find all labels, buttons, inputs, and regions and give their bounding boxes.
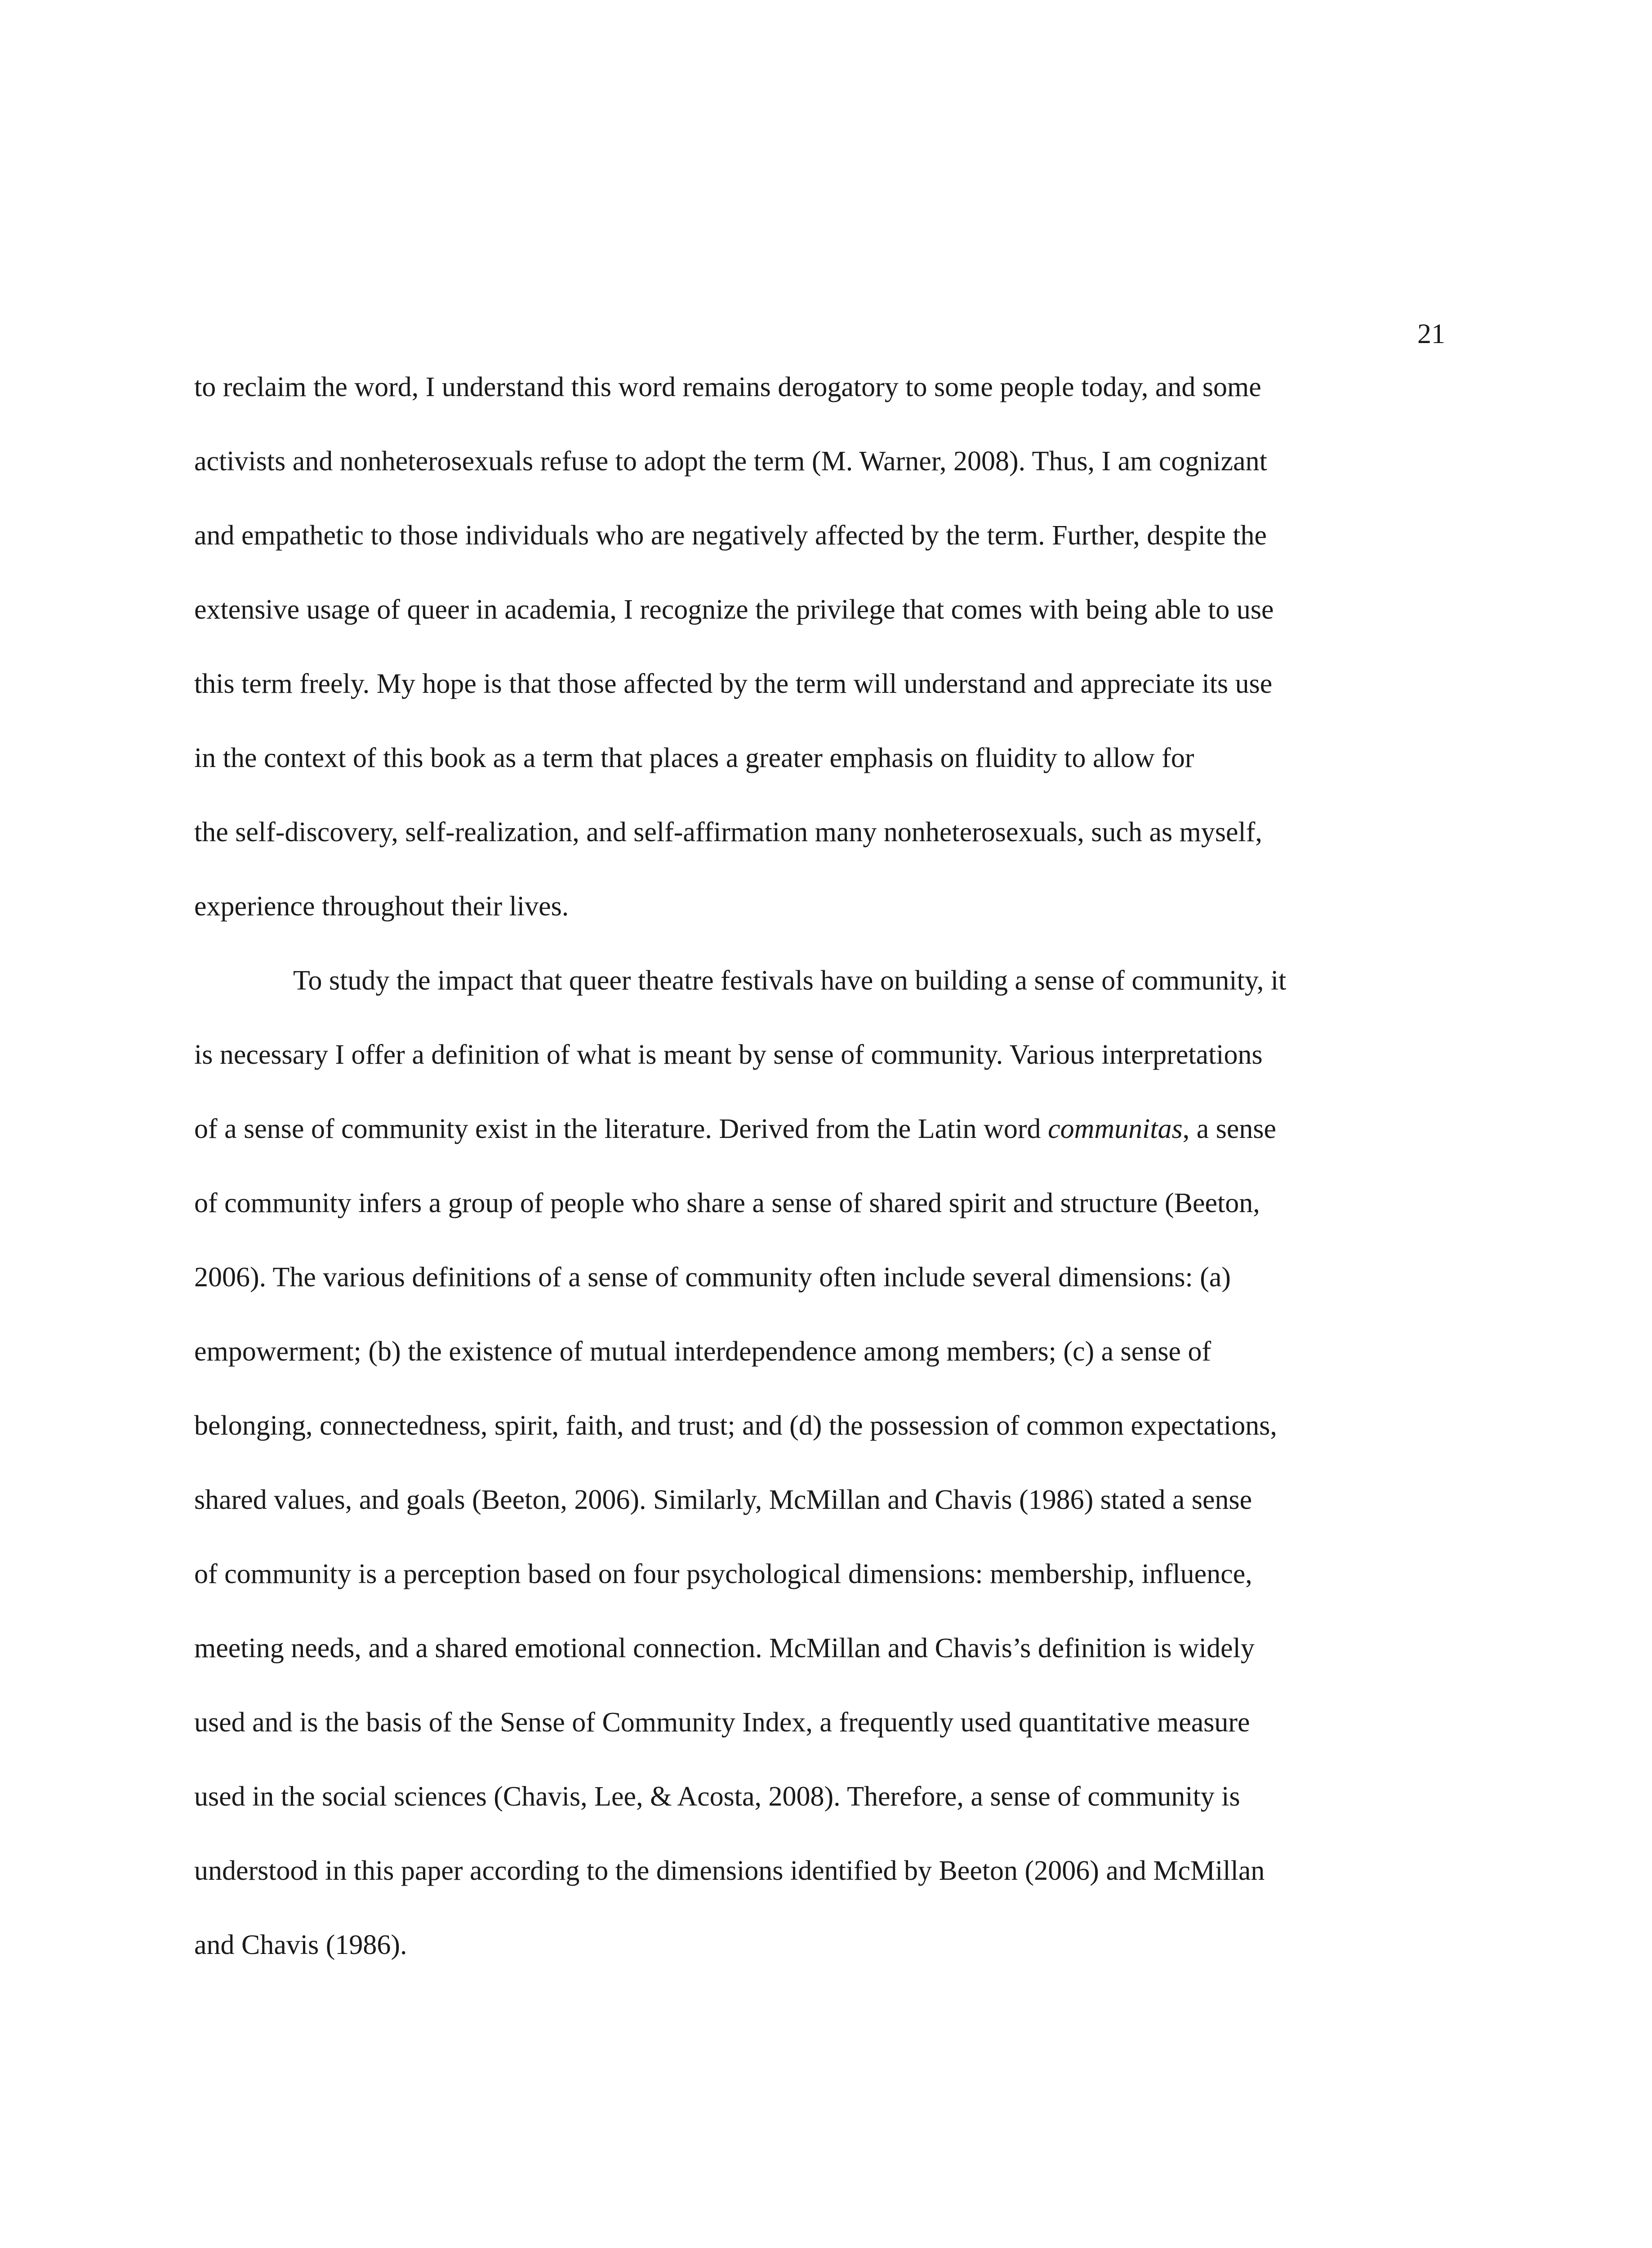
paragraph-1-line-8: experience throughout their lives. [194, 891, 569, 922]
paragraph-2-line-12: used in the social sciences (Chavis, Lee, & Acosta, 2008). Therefore, a sense of community is [194, 1781, 1240, 1812]
paragraph-2-line-11: used and is the basis of the Sense of Community Index, a frequently used quantitative measure [194, 1707, 1250, 1738]
paragraph-2-line-5: 2006). The various definitions of a sense of community often include several dimensions: (a) [194, 1262, 1231, 1293]
paragraph-1-line-2: activists and nonheterosexuals refuse to adopt the term (M. Warner, 2008). Thus, I am cognizant [194, 446, 1267, 477]
paragraph-1-line-4: extensive usage of queer in academia, I recognize the privilege that comes with being able to use [194, 594, 1274, 625]
paragraph-2-line-6: empowerment; (b) the existence of mutual interdependence among members; (c) a sense of [194, 1336, 1211, 1367]
paragraph-1-line-6: in the context of this book as a term that places a greater emphasis on fluidity to allow for [194, 743, 1194, 773]
paragraph-2-line-9: of community is a perception based on four psychological dimensions: membership, influence, [194, 1559, 1252, 1589]
paragraph-2-line-4: of community infers a group of people who share a sense of shared spirit and structure (Beeton, [194, 1188, 1260, 1218]
paragraph-2-line-10: meeting needs, and a shared emotional connection. McMillan and Chavis’s definition is widely [194, 1633, 1255, 1664]
paragraph-1-line-5: this term freely. My hope is that those affected by the term will understand and appreciate its use [194, 669, 1273, 699]
paragraph-2-line-3 [194, 1113, 1276, 1145]
paragraph-1-line-7: the self-discovery, self-realization, and self-affirmation many nonheterosexuals, such as myself, [194, 817, 1262, 847]
paragraph-2-line-13: understood in this paper according to the dimensions identified by Beeton (2006) and McMillan [194, 1855, 1265, 1886]
paragraph-2-line-7: belonging, connectedness, spirit, faith, and trust; and (d) the possession of common expectations, [194, 1410, 1277, 1441]
line-text-before-italic: of a sense of community exist in the literature. Derived from the Latin word [194, 1114, 1048, 1144]
paragraph-1-line-3: and empathetic to those individuals who are negatively affected by the term. Further, despite the [194, 520, 1267, 551]
paragraph-1-line-1: to reclaim the word, I understand this word remains derogatory to some people today, and some [194, 372, 1261, 402]
page-number: 21 [1417, 319, 1445, 349]
paragraph-2-line-1: To study the impact that queer theatre festivals have on building a sense of community, it [293, 965, 1287, 996]
line-text-after-italic: , a sense [1182, 1114, 1277, 1144]
italic-term: communitas [1048, 1114, 1183, 1144]
paragraph-2-line-2: is necessary I offer a definition of what is meant by sense of community. Various interpretations [194, 1039, 1263, 1070]
paragraph-2-line-8: shared values, and goals (Beeton, 2006). Similarly, McMillan and Chavis (1986) stated a sense [194, 1485, 1252, 1515]
paragraph-2-line-14: and Chavis (1986). [194, 1930, 407, 1960]
